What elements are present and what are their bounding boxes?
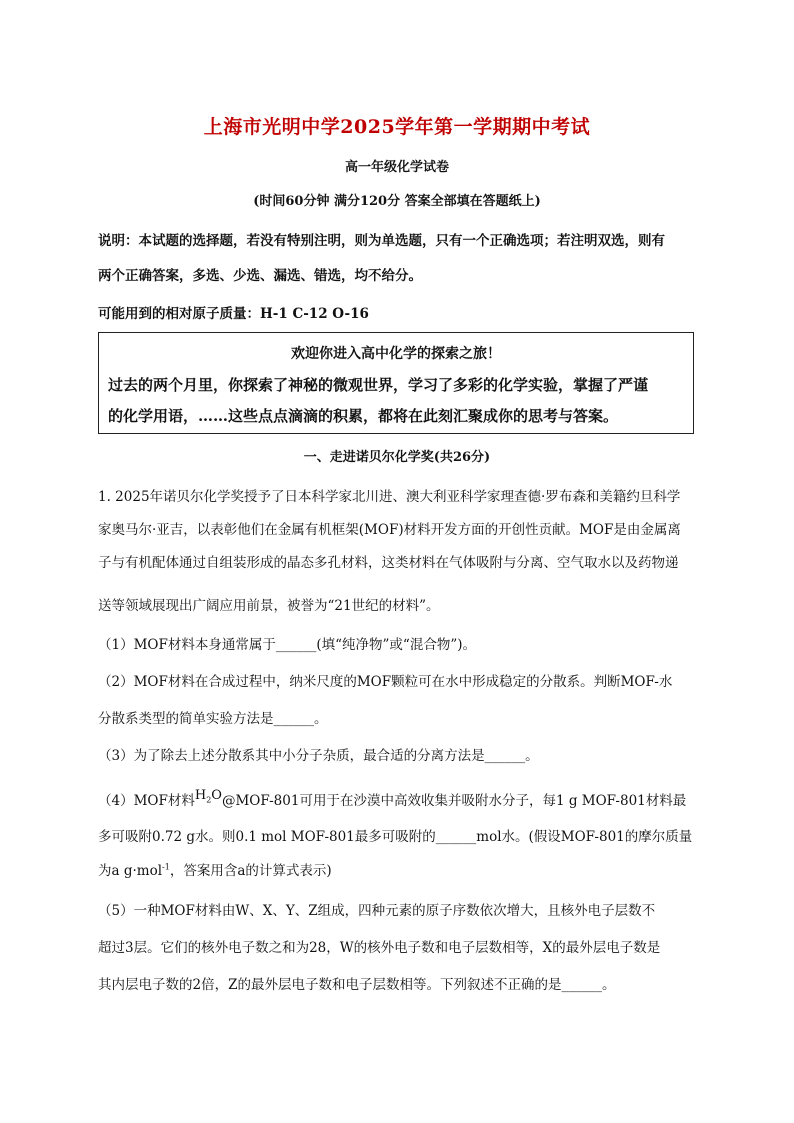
welcome-line-1: 过去的两个月里，你探索了神秘的微观世界，学习了多彩的化学实验，掌握了严谨 [108, 376, 649, 394]
q1-part-1: （1）MOF材料本身通常属于______(填“纯净物”或“混合物”)。 [98, 637, 476, 653]
q1-part-4-line-3: 为a g·mol$^{-1}$，答案用含a的计算式表示) [98, 862, 332, 879]
q1-part-3: （3）为了除去上述分散系其中小分子杂质，最合适的分离方法是______。 [98, 748, 539, 764]
water-formula: $H_2O$ [194, 788, 222, 805]
atomic-mass-note: 可能用到的相对原子质量：H-1 C-12 O-16 [98, 306, 369, 322]
q1-part-5-line-3: 其内层电子数的2倍，Z的最外层电子数和电子层数相等。下列叙述不正确的是______。 [98, 977, 616, 993]
notes-line-1: 说明：本试题的选择题，若没有特别注明，则为单选题，只有一个正确选项；若注明双选，则有 [98, 233, 665, 249]
q1-intro-line-1: 1. 2025年诺贝尔化学奖授予了日本科学家北川进、澳大利亚科学家理查德·罗布森和美籍约旦科学 [98, 489, 681, 505]
q4-prefix: （4）MOF材料 [98, 793, 195, 809]
q1-part-4-line-1 [98, 789, 698, 811]
q1-part-5-line-2: 超过3层。它们的核外电子数之和为28，W的核外电子数和电子层数相等，X的最外层电子数是 [98, 940, 661, 956]
q1-part-2-line-1: （2）MOF材料在合成过程中，纳米尺度的MOF颗粒可在水中形成稳定的分散系。判断MOF-水 [98, 674, 673, 690]
q1-intro-line-2: 家奥马尔·亚吉，以表彰他们在金属有机框架(MOF)材料开发方面的开创性贡献。MOF是由金属离 [98, 522, 681, 538]
notes-line-2: 两个正确答案，多选、少选、漏选、错选，均不给分。 [98, 268, 422, 284]
q4-suffix: @MOF-801可用于在沙漠中高效收集并吸附水分子，每1 g MOF-801材料最 [221, 793, 687, 809]
q1-intro-line-4: 送等领域展现出广阔应用前景，被誉为“21世纪的材料”。 [98, 598, 440, 614]
exam-subtitle: 高一年级化学试卷 [344, 160, 449, 175]
q1-part-4-line-2: 多可吸附0.72 g水。则0.1 mol MOF-801最多可吸附的______mol水。(假设MOF-801的摩尔质量 [98, 829, 693, 845]
exam-info: (时间60分钟 满分120分 答案全部填在答题纸上) [253, 194, 541, 209]
welcome-box [98, 332, 694, 434]
welcome-line-2: 的化学用语，……这些点点滴滴的积累，都将在此刻汇聚成你的思考与答案。 [108, 407, 619, 425]
q1-part-5-line-1: （5）一种MOF材料由W、X、Y、Z组成，四种元素的原子序数依次增大，且核外电子层数不 [98, 903, 656, 919]
exam-title: 上海市光明中学2025学年第一学期期中考试 [203, 116, 591, 138]
q1-part-2-line-2: 分散系类型的简单实验方法是______。 [98, 711, 328, 727]
section-heading: 一、走进诺贝尔化学奖(共26分) [303, 450, 491, 465]
welcome-title: 欢迎你进入高中化学的探索之旅！ [291, 346, 501, 362]
q1-intro-line-3: 子与有机配体通过自组装形成的晶态多孔材料，这类材料在气体吸附与分离、空气取水以及药物递 [98, 555, 679, 571]
